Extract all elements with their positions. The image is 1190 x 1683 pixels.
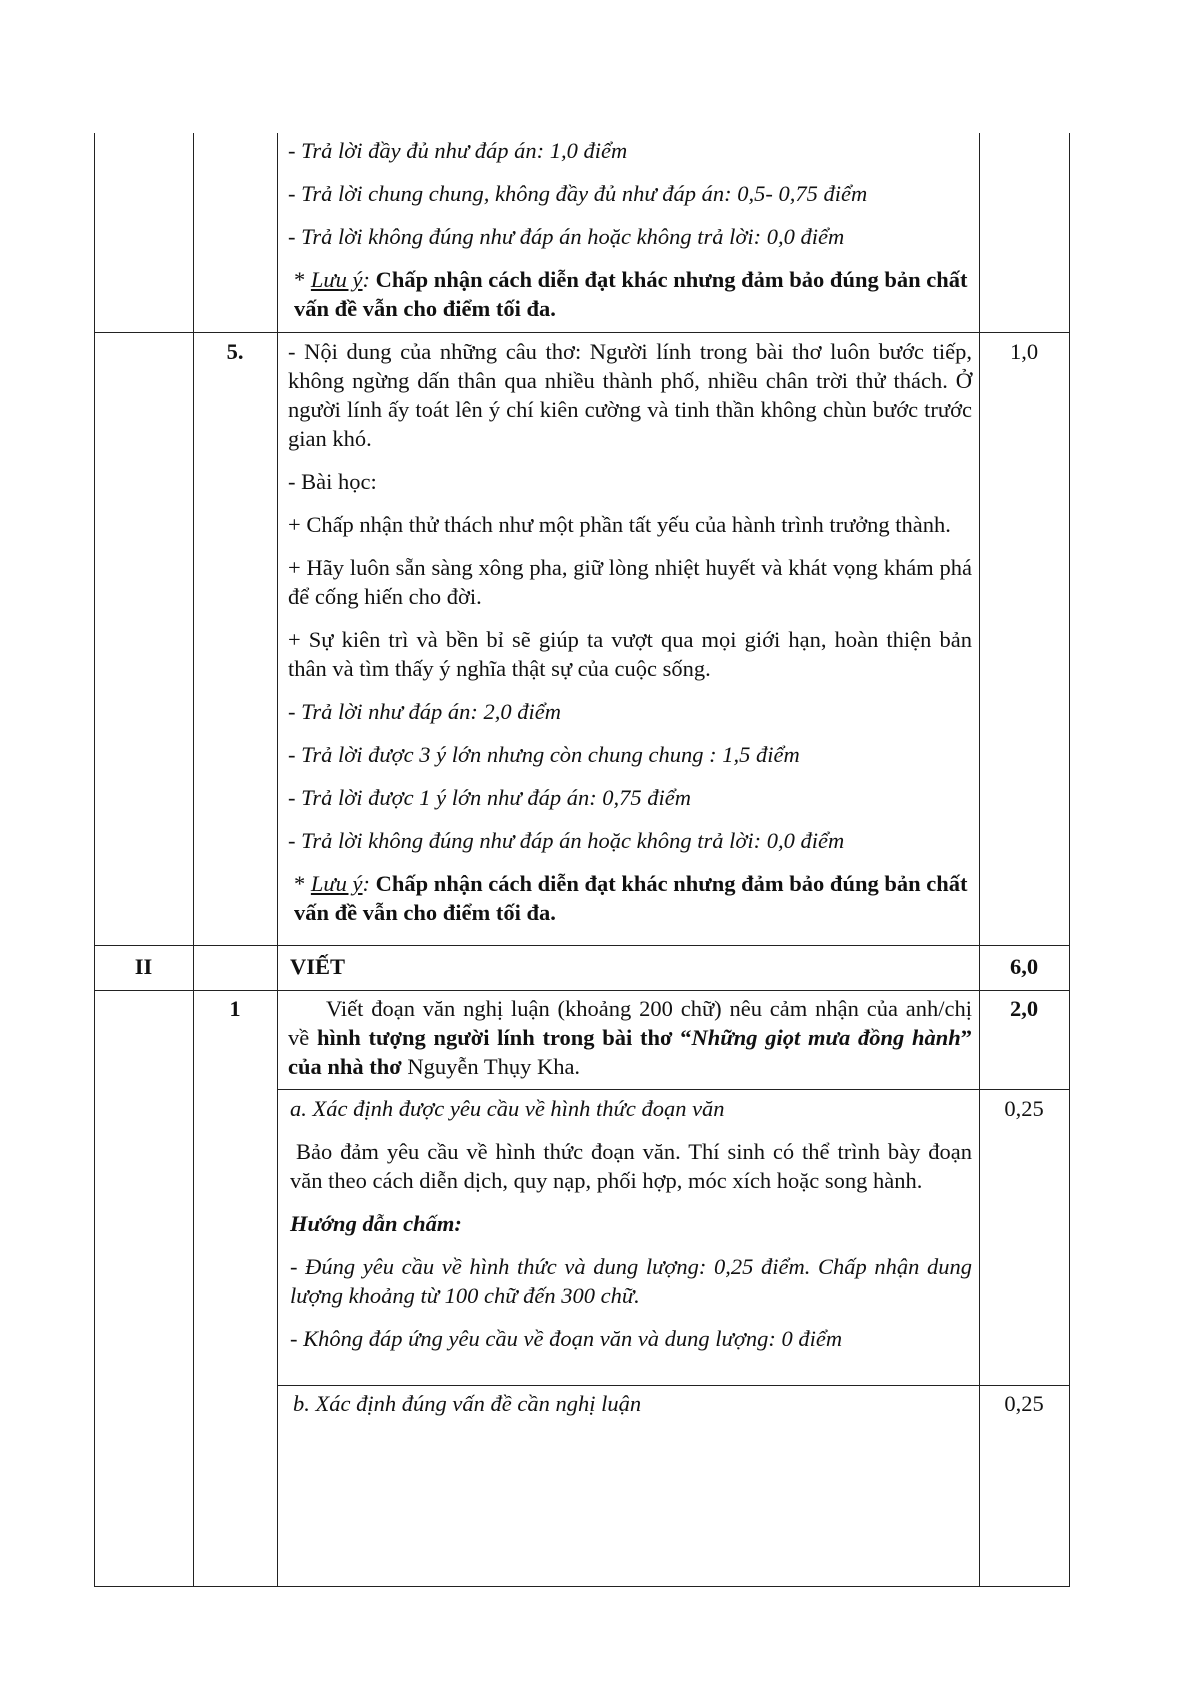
row-divider-q4-q5: [94, 332, 1070, 333]
q5-content: - Nội dung của những câu thơ: Người lính trong bài thơ luôn bước tiếp, không ngừng dấn thân qua nhiều thành phố, nhiều chân trời thử thách. Ở người lính ấy toát lên ý chí kiên cường và tinh thần không chùn bước trước gian khó.: [288, 339, 972, 451]
q5-grading-line: - Trả lời được 3 ý lớn nhưng còn chung chung : 1,5 điểm: [288, 742, 800, 767]
q5-note: * Lưu ý: Chấp nhận cách diễn đạt khác nhưng đảm bảo đúng bản chất vấn đề vẫn cho điểm tối đa.: [294, 871, 968, 925]
q1-score: 2,0: [1009, 996, 1039, 1021]
table-right-border: [1069, 133, 1070, 1587]
q4-note-text: Chấp nhận cách diễn đạt khác nhưng đảm bảo đúng bản chất vấn đề vẫn cho điểm tối đa.: [294, 267, 968, 321]
q1a-guide-line: - Không đáp ứng yêu cầu về đoạn văn và dung lượng: 0 điểm: [290, 1326, 843, 1351]
q4-grading-line: - Trả lời chung chung, không đầy đủ như đáp án: 0,5- 0,75 điểm: [288, 181, 868, 206]
q1a-block: [290, 1094, 972, 1367]
q1b-title: b. Xác định đúng vấn đề cần nghị luận: [293, 1391, 642, 1416]
q1a-guide-line: - Đúng yêu cầu về hình thức và dung lượng: 0,25 điểm. Chấp nhận dung lượng khoảng từ 100 chữ đến 300 chữ.: [290, 1254, 972, 1308]
q1b-score: 0,25: [1004, 1391, 1044, 1416]
q5-lesson-item: + Chấp nhận thử thách như một phần tất yếu của hành trình trưởng thành.: [288, 512, 951, 537]
q1a-desc: Bảo đảm yêu cầu về hình thức đoạn văn. Thí sinh có thể trình bày đoạn văn theo cách diễn dịch, quy nạp, phối hợp, móc xích hoặc song hành.: [290, 1139, 972, 1193]
q4-grading-line: - Trả lời đầy đủ như đáp án: 1,0 điểm: [288, 138, 628, 163]
q5-grading-line: - Trả lời như đáp án: 2,0 điểm: [288, 699, 562, 724]
section2-score: 6,0: [1009, 954, 1039, 979]
row-divider-q1-q1a: [277, 1089, 1070, 1090]
q1a-title: a. Xác định được yêu cầu về hình thức đoạn văn: [290, 1096, 725, 1121]
q5-lesson-item: + Sự kiên trì và bền bỉ sẽ giúp ta vượt qua mọi giới hạn, hoàn thiện bản thân và tìm thấy ý nghĩa thật sự của cuộc sống.: [288, 627, 972, 681]
q4-note-label: Lưu ý: [310, 267, 363, 292]
q5-number: 5.: [226, 339, 244, 364]
q5-lesson-item: + Hãy luôn sẵn sàng xông pha, giữ lòng nhiệt huyết và khát vọng khám phá để cống hiến cho đời.: [288, 555, 972, 609]
q5-score: 1,0: [1009, 339, 1039, 364]
q1a-score: 0,25: [1004, 1096, 1044, 1121]
q1-prompt: Viết đoạn văn nghị luận (khoảng 200 chữ) nêu cảm nhận của anh/chị về hình tượng người lính trong bài thơ “Những giọt mưa đồng hành” của nhà thơ Nguyễn Thụy Kha.: [288, 996, 972, 1079]
row-divider-q5-section2: [94, 945, 1070, 946]
q4-grading-block: [288, 136, 972, 323]
section2-title: VIẾT: [290, 954, 346, 979]
q1-number: 1: [229, 996, 241, 1021]
table-left-border: [94, 133, 95, 1587]
column-divider-2: [277, 133, 278, 1587]
q5-grading-line: - Trả lời được 1 ý lớn như đáp án: 0,75 điểm: [288, 785, 692, 810]
q5-answer-block: [288, 337, 972, 927]
poem-title: Những giọt mưa đồng hành: [691, 1025, 961, 1050]
table-bottom-border: [94, 1586, 1070, 1587]
q4-grading-line: - Trả lời không đúng như đáp án hoặc không trả lời: 0,0 điểm: [288, 224, 845, 249]
q5-note-text: Chấp nhận cách diễn đạt khác nhưng đảm bảo đúng bản chất vấn đề vẫn cho điểm tối đa.: [294, 871, 968, 925]
q1a-guide-title: Hướng dẫn chấm:: [290, 1211, 462, 1236]
q5-note-label: Lưu ý: [310, 871, 363, 896]
row-divider-section2-q1: [94, 990, 1070, 991]
section2-part: II: [134, 954, 153, 979]
q5-lesson-title: - Bài học:: [288, 469, 377, 494]
q5-grading-line: - Trả lời không đúng như đáp án hoặc không trả lời: 0,0 điểm: [288, 828, 845, 853]
row-divider-q1a-q1b: [277, 1385, 1070, 1386]
q4-note: * Lưu ý: Chấp nhận cách diễn đạt khác nhưng đảm bảo đúng bản chất vấn đề vẫn cho điểm tối đa.: [294, 267, 968, 321]
